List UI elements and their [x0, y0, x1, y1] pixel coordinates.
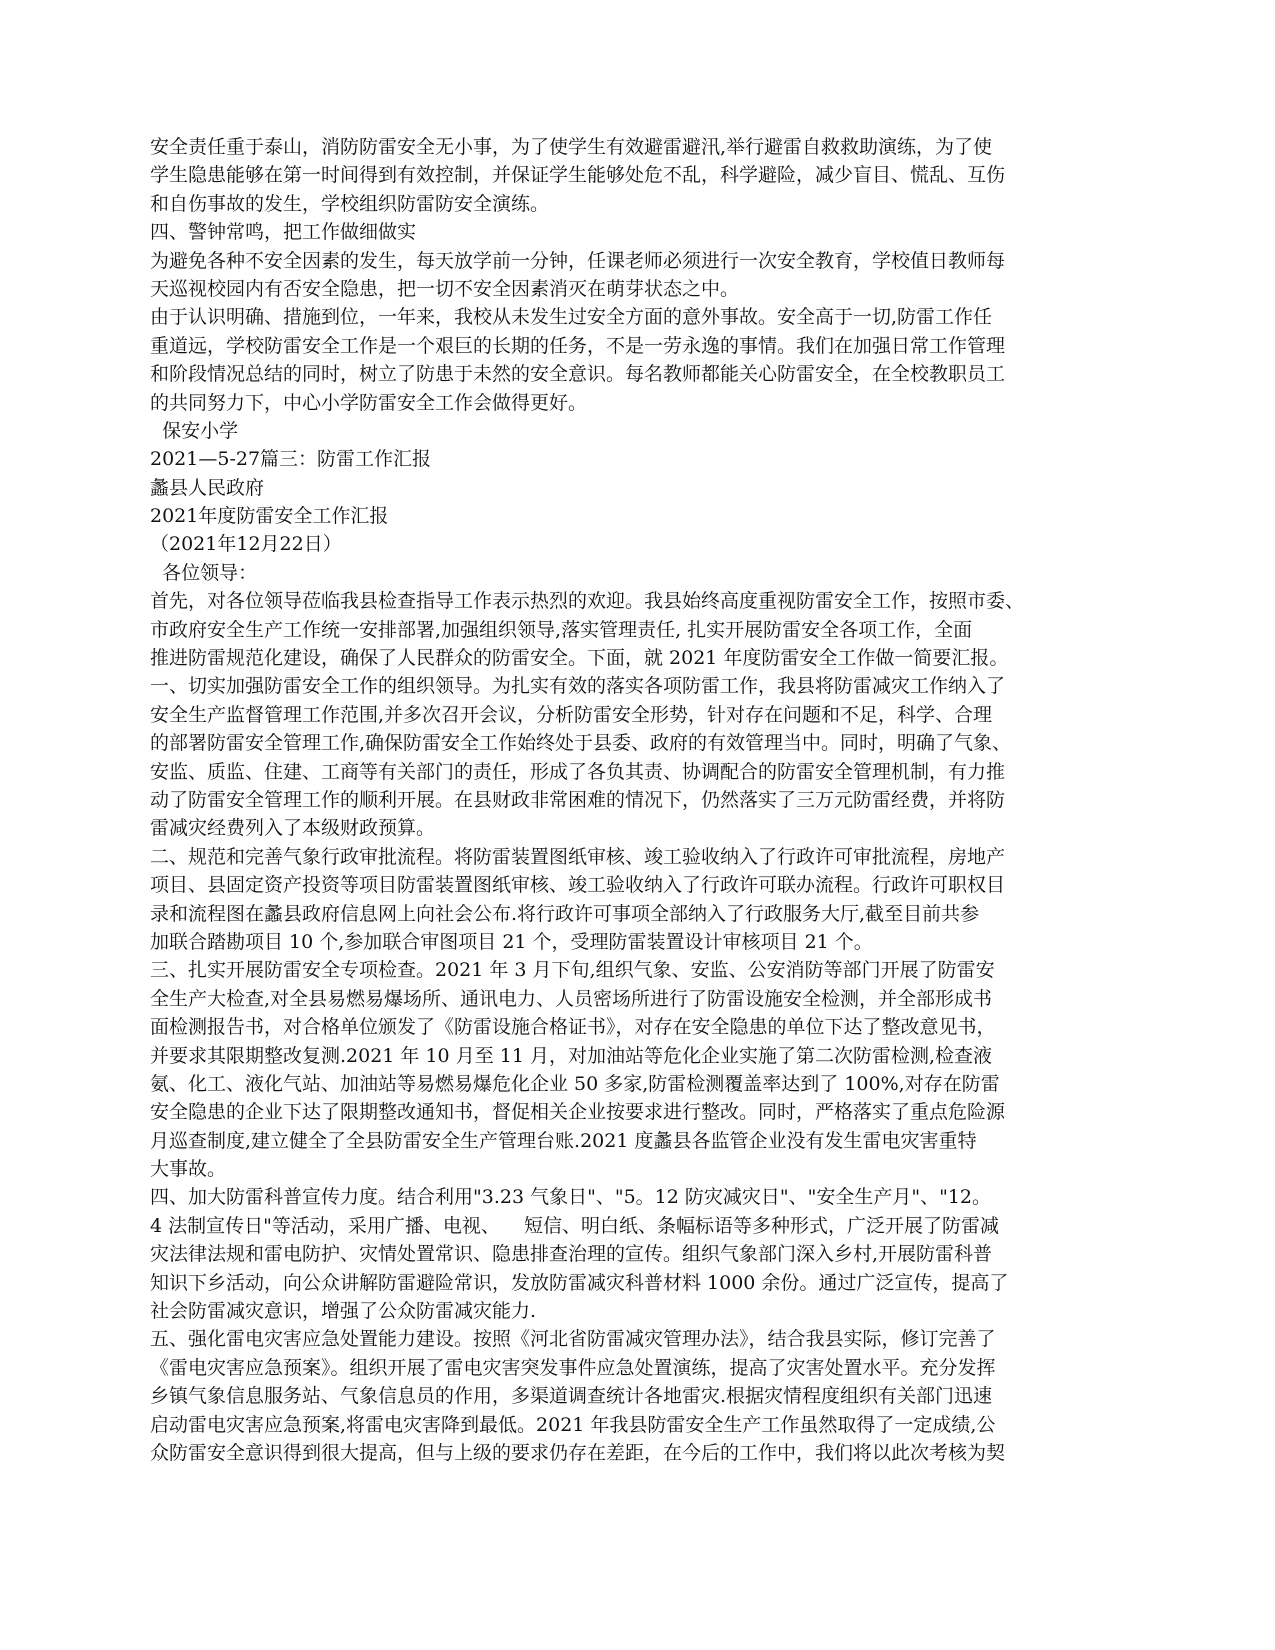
text-line: 学生隐患能够在第一时间得到有效控制，并保证学生能够处危不乱，科学避险，减少盲目、慌乱、互伤 — [150, 164, 1006, 187]
text-line: 2021—5-27篇三：防雷工作汇报 — [150, 448, 432, 471]
document-body — [150, 133, 1125, 1467]
text-line: 首先，对各位领导莅临我县检查指导工作表示热烈的欢迎。我县始终高度重视防雷安全工作，按照市委、 — [150, 590, 1025, 613]
text-line: （2021年12月22日） — [150, 533, 342, 556]
text-line: 安全责任重于泰山，消防防雷安全无小事，为了使学生有效避雷避汛,举行避雷自救救助演练，为了使 — [150, 136, 993, 158]
text-line: 蠡县人民政府 — [150, 476, 265, 499]
text-line: 雷减灾经费列入了本级财政预算。 — [150, 817, 436, 840]
text-line: 市政府安全生产工作统一安排部署,加强组织领导,落实管理责任, 扎实开展防雷安全各项工作，全面 — [150, 618, 973, 641]
text-line: 安监、质监、住建、工商等有关部门的责任，形成了各负其责、协调配合的防雷安全管理机制，有力推 — [150, 760, 1006, 783]
text-line: 4 法制宣传日"等活动，采用广播、电视、 短信、明白纸、条幅标语等多种形式，广泛开展了防雷减 — [150, 1214, 1000, 1237]
text-line: 启动雷电灾害应急预案,将雷电灾害降到最低。2021 年我县防雷安全生产工作虽然取得了一定成绩,公 — [150, 1413, 996, 1436]
text-line: 保安小学 — [150, 419, 239, 442]
text-line: 加联合踏勘项目 10 个,参加联合审图项目 21 个，受理防雷装置设计审核项目 21 个。 — [150, 930, 873, 953]
text-line: 和阶段情况总结的同时，树立了防患于未然的安全意识。每名教师都能关心防雷安全，在全校教职员工 — [150, 363, 1006, 386]
text-line: 和自伤事故的发生，学校组织防雷防安全演练。 — [150, 192, 550, 215]
text-line: 安全隐患的企业下达了限期整改通知书，督促相关企业按要求进行整改。同时，严格落实了重点危险源 — [150, 1101, 1006, 1124]
text-line: 四、警钟常鸣，把工作做细做实 — [150, 221, 417, 244]
text-line: 五、强化雷电灾害应急处置能力建设。按照《河北省防雷减灾管理办法》，结合我县实际，修订完善了 — [150, 1328, 996, 1351]
text-line: 面检测报告书，对合格单位颁发了《防雷设施合格证书》，对存在安全隐患的单位下达了整改意见书， — [150, 1016, 996, 1039]
text-line: 录和流程图在蠡县政府信息网上向社会公布.将行政许可事项全部纳入了行政服务大厅,截至目前共参 — [150, 902, 980, 925]
text-line: 一、切实加强防雷安全工作的组织领导。为扎实有效的落实各项防雷工作，我县将防雷减灾工作纳入了 — [150, 675, 1006, 698]
text-line: 二、规范和完善气象行政审批流程。将防雷装置图纸审核、竣工验收纳入了行政许可审批流程，房地产 — [150, 845, 1006, 868]
text-line: 2021年度防雷安全工作汇报 — [150, 505, 389, 528]
text-line: 众防雷安全意识得到很大提高，但与上级的要求仍存在差距，在今后的工作中，我们将以此次考核为契 — [150, 1441, 1006, 1464]
text-line: 氨、化工、液化气站、加油站等易燃易爆危化企业 50 多家,防雷检测覆盖率达到了 100%,对存在防雷 — [150, 1072, 1000, 1095]
text-line: 知识下乡活动，向公众讲解防雷避险常识，发放防雷减灾科普材料 1000 余份。通过广泛宣传，提高了 — [150, 1271, 1009, 1294]
text-line: 推进防雷规范化建设，确保了人民群众的防雷安全。下面，就 2021 年度防雷安全工作做一简要汇报。 — [150, 647, 1009, 670]
text-line: 乡镇气象信息服务站、气象信息员的作用，多渠道调查统计各地雷灾.根据灾情程度组织有关部门迅速 — [150, 1385, 993, 1408]
text-line: 社会防雷减灾意识，增强了公众防雷减灾能力. — [150, 1300, 537, 1323]
text-line: 天巡视校园内有否安全隐患，把一切不安全因素消灭在萌芽状态之中。 — [150, 277, 740, 300]
text-line: 为避免各种不安全因素的发生，每天放学前一分钟，任课老师必须进行一次安全教育，学校值日教师每 — [150, 249, 1006, 272]
text-line: 灾法律法规和雷电防护、灾情处置常识、隐患排查治理的宣传。组织气象部门深入乡村,开展防雷科普 — [150, 1243, 993, 1266]
text-line: 动了防雷安全管理工作的顺利开展。在县财政非常困难的情况下，仍然落实了三万元防雷经费，并将防 — [150, 788, 1006, 811]
text-line: 安全生产监督管理工作范围,并多次召开会议，分析防雷安全形势，针对存在问题和不足，科学、合理 — [150, 703, 993, 726]
text-line: 《雷电灾害应急预案》。组织开展了雷电灾害突发事件应急处置演练，提高了灾害处置水平。充分发挥 — [150, 1356, 996, 1379]
text-line: 项目、县固定资产投资等项目防雷装置图纸审核、竣工验收纳入了行政许可联办流程。行政许可职权目 — [150, 874, 1006, 897]
text-line: 四、加大防雷科普宣传力度。结合利用"3.23 气象日"、"5。12 防灾减灾日"、"安全生产月"、"12。 — [150, 1186, 992, 1209]
text-line: 的共同努力下，中心小学防雷安全工作会做得更好。 — [150, 391, 588, 414]
text-line: 各位领导： — [150, 561, 258, 584]
text-line: 重道远，学校防雷安全工作是一个艰巨的长期的任务，不是一劳永逸的事情。我们在加强日常工作管理 — [150, 334, 1006, 357]
text-line: 三、扎实开展防雷安全专项检查。2021 年 3 月下旬,组织气象、安监、公安消防等部门开展了防雷安 — [150, 959, 995, 982]
text-line: 大事故。 — [150, 1158, 227, 1181]
text-line: 月巡查制度,建立健全了全县防雷安全生产管理台账.2021 度蠡县各监管企业没有发生雷电灾害重特 — [150, 1129, 977, 1152]
text-line: 的部署防雷安全管理工作,确保防雷安全工作始终处于县委、政府的有效管理当中。同时，明确了气象、 — [150, 732, 1012, 755]
text-line: 并要求其限期整改复测.2021 年 10 月至 11 月，对加油站等危化企业实施了第二次防雷检测,检查液 — [150, 1044, 992, 1067]
text-line: 全生产大检查,对全县易燃易爆场所、通讯电力、人员密场所进行了防雷设施安全检测，并全部形成书 — [150, 987, 993, 1010]
text-line: 由于认识明确、措施到位，一年来，我校从未发生过安全方面的意外事故。安全高于一切,防雷工作任 — [150, 306, 993, 329]
